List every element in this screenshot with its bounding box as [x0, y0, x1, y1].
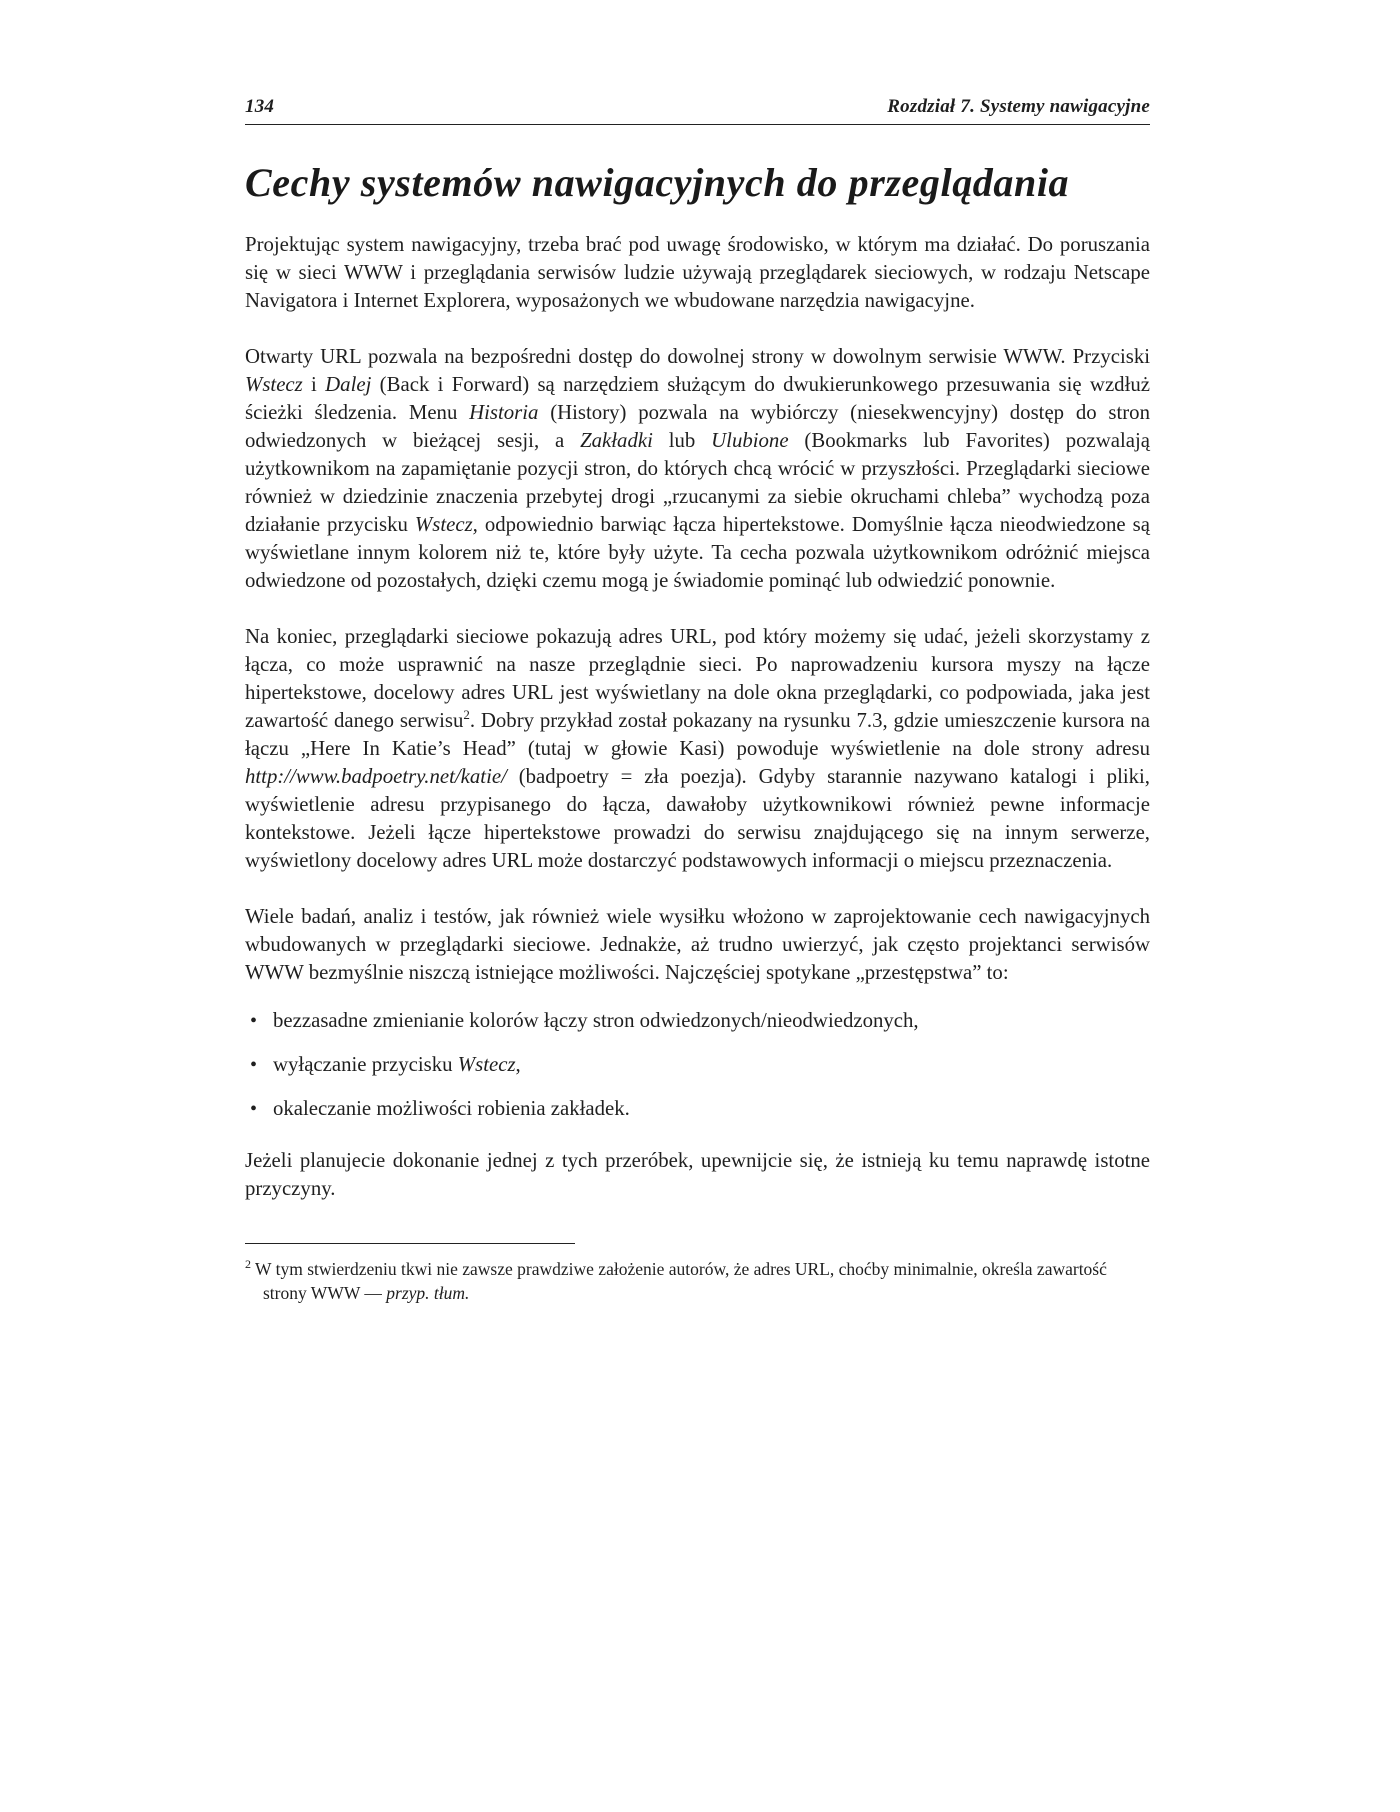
term-wstecz: Wstecz [245, 373, 303, 396]
term-zakladki: Zakładki [580, 429, 653, 452]
term-historia: Historia [469, 401, 539, 424]
crime-list [245, 1007, 1150, 1123]
term-dalej: Dalej [325, 373, 372, 396]
example-url: http://www.badpoetry.net/katie/ [245, 765, 507, 788]
term-wstecz-2: Wstecz, [414, 513, 478, 536]
footnote-ref[interactable]: 2 [463, 707, 470, 723]
footnote: $^2$ W tym stwierdzeniu tkwi nie zawsze prawdziwe założenie autorów, że adres URL, choćby minimalnie, określa zawartość strony WWW — przyp. tłum. [245, 1257, 1107, 1303]
chapter-title: Rozdział 7. Systemy nawigacyjne [887, 96, 1150, 117]
list-item: • okaleczanie możliwości robienia zakładek. [245, 1095, 1150, 1123]
section-title: Cechy systemów nawigacyjnych do przeglądania [245, 160, 1070, 205]
paragraph-3: Na koniec, przeglądarki sieciowe pokazują adres URL, pod który możemy się udać, jeżeli skorzystamy z łącza, co może usprawnić na nasze przeglądnie sieci. Po naprowadzeniu kursora myszy na łącze hipertekstowe, docelowy adres URL jest wyświetlany na dole okna przeglądarki, co podpowiada, jaka jest zawartość danego serwisu$^2$. Dobry przykład został pokazany na rysunku 7.3, gdzie umieszczenie kursora na łączu „Here In Katie’s Head” (tutaj w głowie Kasi) powoduje wyświetlenie na dole strony adresu http://www.badpoetry.net/katie/ (badpoetry = zła poezja). Gdyby starannie nazywano katalogi i pliki, wyświetlenie adresu przypisanego do łącza, dawałoby użytkownikowi również pewne informacje kontekstowe. Jeżeli łącze hipertekstowe prowadzi do serwisu znajdującego się na innym serwerze, wyświetlony docelowy adres URL może dostarczyć podstawowych informacji o miejscu przeznaczenia. [245, 625, 1150, 872]
paragraph-5: Jeżeli planujecie dokonanie jednej z tych przeróbek, upewnijcie się, że istnieją ku temu naprawdę istotne przyczyny. [245, 1149, 1150, 1200]
footnote-number: 2 [245, 1257, 251, 1271]
paragraph-4: Wiele badań, analiz i testów, jak również wiele wysiłku włożono w zaprojektowanie cech nawigacyjnych wbudowanych w przeglądarki sieciowe. Jednakże, aż trudno uwierzyć, jak często projektanci serwisów WWW bezmyślnie niszczą istniejące możliwości. Najczęściej spotykane „przestępstwa” to: [245, 905, 1150, 984]
bullet-icon: • [250, 1098, 258, 1120]
bullet-icon: • [250, 1010, 258, 1032]
term-ulubione: Ulubione [711, 429, 789, 452]
list-item: • bezzasadne zmienianie kolorów łączy stron odwiedzonych/nieodwiedzonych, [245, 1007, 1150, 1035]
paragraph-2: Otwarty URL pozwala na bezpośredni dostęp do dowolnej strony w dowolnym serwisie WWW. Przyciski Wstecz i Dalej (Back i Forward) są narzędziem służącym do dwukierunkowego przesuwania się wzdłuż ścieżki śledzenia. Menu Historia (History) pozwala na wybiórczy (niesekwencyjny) dostęp do stron odwiedzonych w bieżącej sesji, a Zakładki lub Ulubione (Bookmarks lub Favorites) pozwalają użytkownikom na zapamiętanie pozycji stron, do których chcą wrócić w przyszłości. Przeglądarki sieciowe również w dziedzinie znaczenia przebytej drogi „rzucanymi za siebie okruchami chleba” wychodzą poza działanie przycisku Wstecz, odpowiednio barwiąc łącza hipertekstowe. Domyślnie łącza nieodwiedzone są wyświetlane innym kolorem niż te, które były użyte. Ta cecha pozwala użytkownikom odróżnić miejsca odwiedzone od pozostałych, dzięki czemu mogą je świadomie pominąć lub odwiedzić ponownie. [245, 345, 1150, 592]
page-number: 134 [245, 96, 275, 117]
list-item: • wyłączanie przycisku Wstecz, [245, 1051, 1150, 1079]
footnote-divider [245, 1243, 575, 1244]
running-header [245, 96, 1150, 125]
bullet-icon: • [250, 1054, 258, 1076]
document-page [245, 96, 1150, 1305]
paragraph-1: Projektując system nawigacyjny, trzeba brać pod uwagę środowisko, w którym ma działać. Do poruszania się w sieci WWW i przeglądania serwisów ludzie używają przeglądarek sieciowych, w rodzaju Netscape Navigatora i Internet Explorera, wyposażonych we wbudowane narzędzia nawigacyjne. [245, 233, 1150, 312]
